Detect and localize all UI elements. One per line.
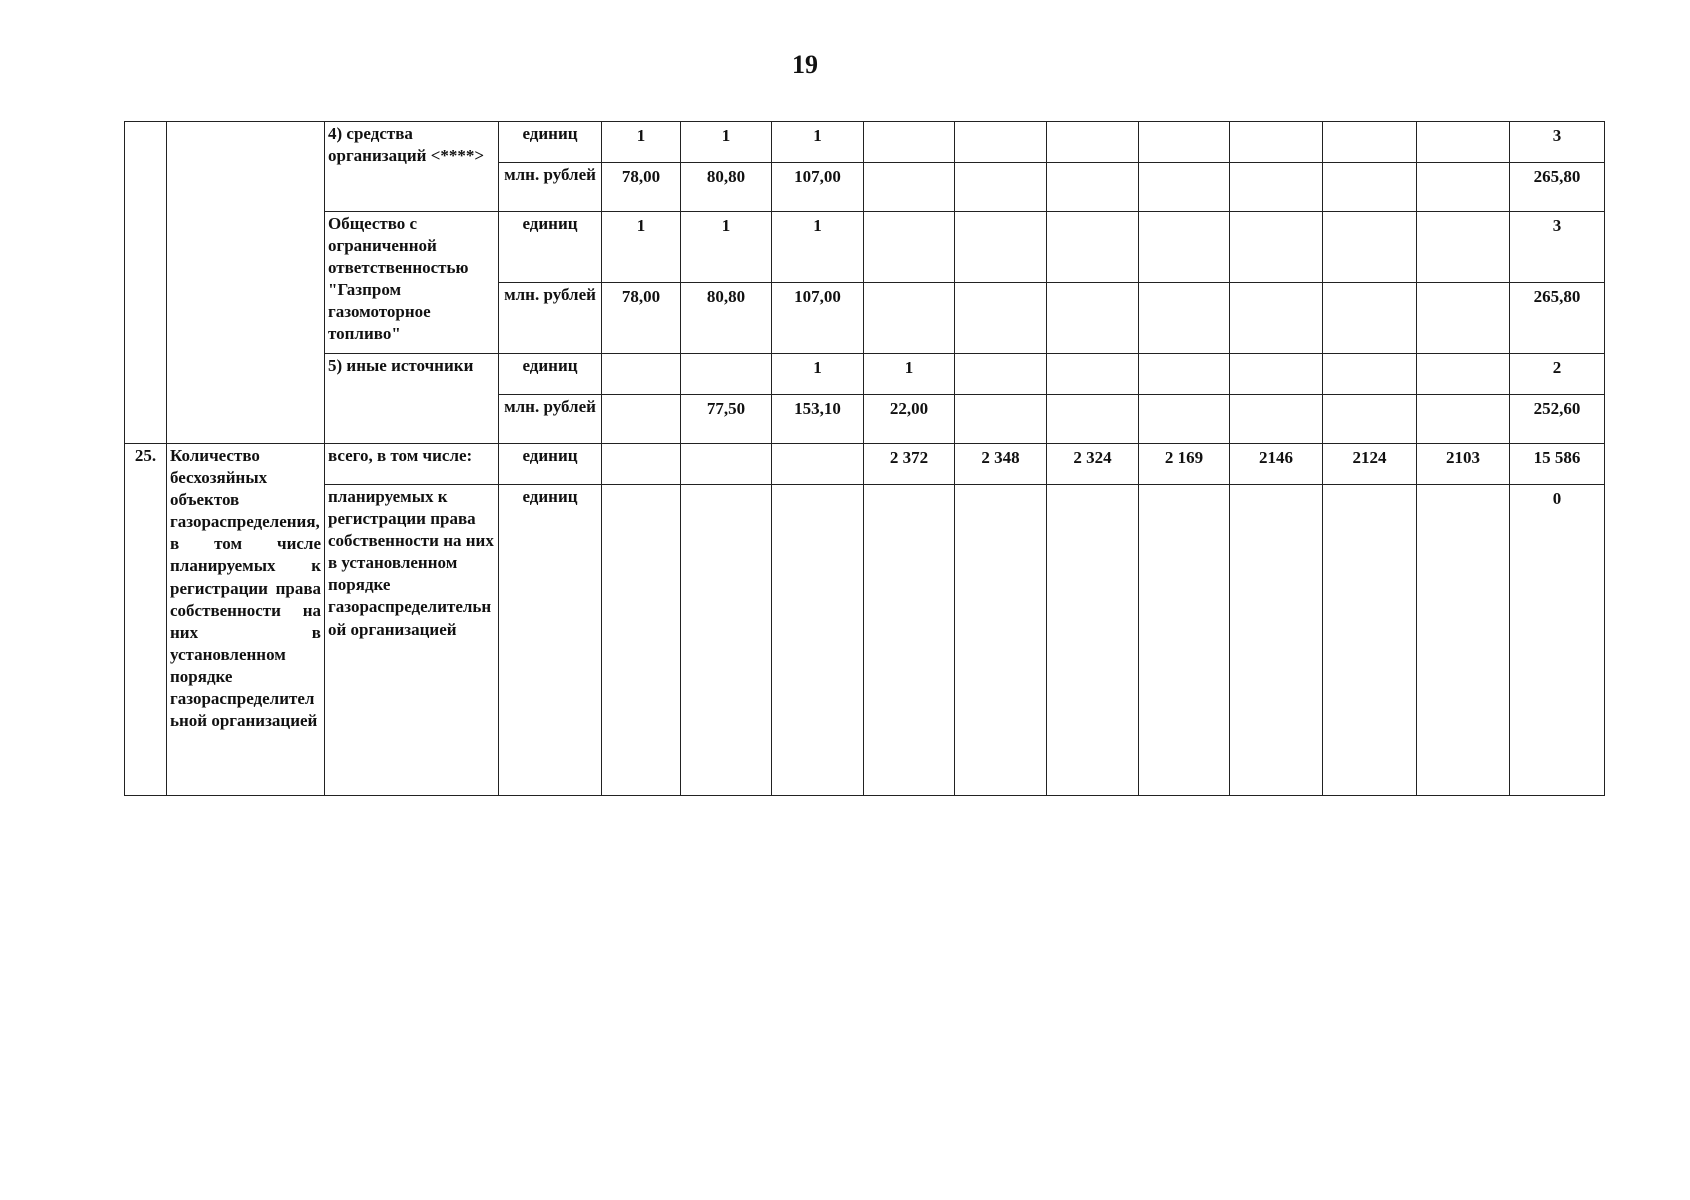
total-cell: 0 [1510,485,1605,796]
total-cell: 252,60 [1510,395,1605,444]
value-cell: 153,10 [772,395,864,444]
value-cell: 78,00 [602,283,681,354]
value-cell [1230,283,1323,354]
value-cell [1139,212,1230,283]
value-cell: 2 324 [1047,444,1139,485]
value-cell [1323,163,1417,212]
value-cell: 77,50 [681,395,772,444]
table-row [125,354,1605,395]
value-cell: 80,80 [681,163,772,212]
value-cell: 2146 [1230,444,1323,485]
unit-cell: единиц [499,122,602,163]
value-cell: 1 [602,122,681,163]
value-cell [602,395,681,444]
value-cell: 2 169 [1139,444,1230,485]
source-label: планируемых к регистрации права собственности на них в установленном порядке газораспределительной организацией [325,485,499,796]
value-cell [955,163,1047,212]
value-cell [1417,485,1510,796]
value-cell [1047,283,1139,354]
unit-cell: млн. рублей [499,163,602,212]
value-cell: 1 [681,212,772,283]
value-cell [955,485,1047,796]
value-cell [955,354,1047,395]
table-row [125,444,1605,485]
page-number: 19 [792,50,818,79]
total-cell: 15 586 [1510,444,1605,485]
value-cell [681,444,772,485]
value-cell [1230,163,1323,212]
value-cell [1230,485,1323,796]
indicator-cell [167,122,325,444]
value-cell [864,485,955,796]
value-cell [864,283,955,354]
value-cell: 1 [602,212,681,283]
source-label: Общество с ограниченной ответственностью "Газпром газомоторное топливо" [325,212,499,354]
value-cell [1323,212,1417,283]
value-cell: 107,00 [772,283,864,354]
value-cell [955,122,1047,163]
value-cell [1230,122,1323,163]
value-cell [772,485,864,796]
value-cell [1047,212,1139,283]
value-cell [1139,395,1230,444]
value-cell: 1 [772,354,864,395]
table-body [125,122,1605,796]
value-cell [1047,395,1139,444]
value-cell [1417,122,1510,163]
unit-cell: единиц [499,444,602,485]
value-cell: 2 372 [864,444,955,485]
value-cell [681,354,772,395]
value-cell [1139,283,1230,354]
value-cell [1230,395,1323,444]
unit-cell: единиц [499,212,602,283]
value-cell: 1 [772,122,864,163]
total-cell: 2 [1510,354,1605,395]
unit-cell: млн. рублей [499,283,602,354]
value-cell [1230,354,1323,395]
total-cell: 265,80 [1510,283,1605,354]
value-cell: 2 348 [955,444,1047,485]
value-cell: 2103 [1417,444,1510,485]
value-cell: 2124 [1323,444,1417,485]
table-row [125,122,1605,163]
value-cell [955,395,1047,444]
value-cell [1417,212,1510,283]
value-cell [1323,485,1417,796]
value-cell [1323,354,1417,395]
value-cell [864,122,955,163]
table-row [125,485,1605,796]
value-cell: 1 [864,354,955,395]
value-cell: 107,00 [772,163,864,212]
indicator-cell: Количество бесхозяйных объектов газораспределения, в том числе планируемых к регистрации права собственности на них в установленном порядке газораспределительной организацией [167,444,325,796]
value-cell [1047,485,1139,796]
value-cell [1417,283,1510,354]
value-cell: 1 [772,212,864,283]
value-cell [1323,395,1417,444]
value-cell [1139,485,1230,796]
value-cell [864,163,955,212]
value-cell [1417,395,1510,444]
row-number-cell: 25. [125,444,167,796]
value-cell [864,212,955,283]
row-number-cell [125,122,167,444]
total-cell: 265,80 [1510,163,1605,212]
value-cell [1139,163,1230,212]
value-cell [772,444,864,485]
value-cell [1323,283,1417,354]
value-cell [1417,163,1510,212]
value-cell [681,485,772,796]
value-cell: 78,00 [602,163,681,212]
value-cell [1417,354,1510,395]
value-cell [602,444,681,485]
table-row [125,212,1605,283]
total-cell: 3 [1510,212,1605,283]
total-cell: 3 [1510,122,1605,163]
unit-cell: единиц [499,485,602,796]
unit-cell: млн. рублей [499,395,602,444]
value-cell [955,212,1047,283]
value-cell [1047,122,1139,163]
value-cell [1047,163,1139,212]
value-cell [602,485,681,796]
value-cell: 1 [681,122,772,163]
value-cell: 22,00 [864,395,955,444]
value-cell [1230,212,1323,283]
source-label: всего, в том числе: [325,444,499,485]
value-cell [602,354,681,395]
data-table [124,121,1605,796]
value-cell [1139,354,1230,395]
value-cell: 80,80 [681,283,772,354]
source-label: 4) средства организаций <****> [325,122,499,212]
value-cell [1047,354,1139,395]
source-label: 5) иные источники [325,354,499,444]
unit-cell: единиц [499,354,602,395]
value-cell [1323,122,1417,163]
value-cell [955,283,1047,354]
value-cell [1139,122,1230,163]
